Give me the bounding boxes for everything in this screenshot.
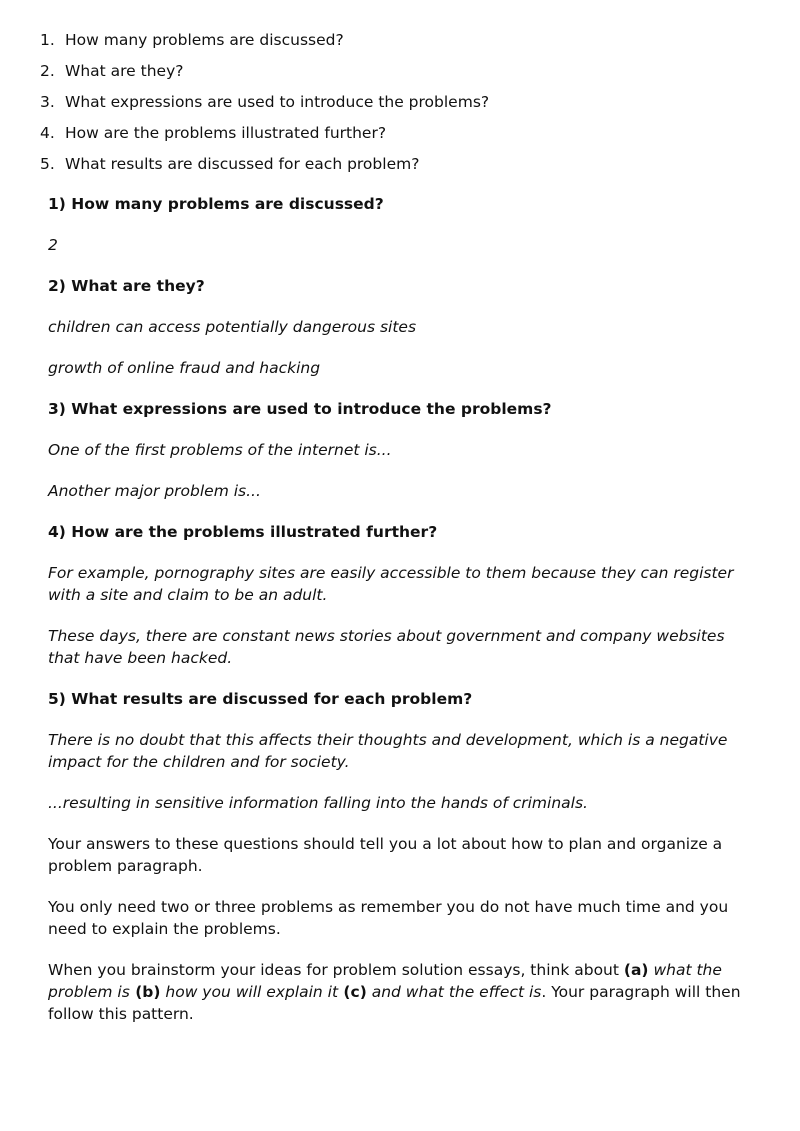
label-c: (c): [338, 983, 367, 1001]
answer-text: These days, there are constant news stories about government and company websites that have been hacked.: [48, 627, 725, 667]
answer-section: [48, 193, 758, 1025]
list-item-number: 5.: [40, 155, 55, 173]
list-item: [40, 122, 489, 153]
list-item-text: How many problems are discussed?: [65, 31, 344, 49]
answer-text: One of the first problems of the internet is...: [48, 441, 392, 459]
list-item: [40, 60, 489, 91]
label-b: (b): [129, 983, 161, 1001]
list-item-number: 1.: [40, 31, 55, 49]
list-item-text: How are the problems illustrated further?: [65, 124, 387, 142]
emphasis-text: what the problem is: [48, 961, 722, 1001]
answer-text: There is no doubt that this affects their thoughts and development, which is a negative impact for the children and for society.: [48, 731, 728, 771]
emphasis-text: how you will explain it: [160, 983, 339, 1001]
answer-text: Another major problem is...: [48, 482, 261, 500]
emphasis-text: and what the effect is: [366, 983, 542, 1001]
answer-text: For example, pornography sites are easily accessible to them because they can register with a site and claim to be an adult.: [48, 564, 734, 604]
list-item: [40, 153, 489, 184]
answer-heading-1: 1) How many problems are discussed?: [48, 195, 384, 213]
question-list: [40, 29, 489, 184]
answer-text: 2: [48, 236, 58, 254]
list-item-text: What results are discussed for each problem?: [65, 155, 420, 173]
answer-text: growth of online fraud and hacking: [48, 359, 321, 377]
list-item-number: 2.: [40, 62, 55, 80]
body-paragraph: Your answers to these questions should tell you a lot about how to plan and organize a problem paragraph.: [48, 835, 723, 875]
list-item-number: 4.: [40, 124, 55, 142]
paragraph-text: . Your paragraph will then follow this pattern.: [48, 983, 741, 1023]
list-item-text: What expressions are used to introduce the problems?: [65, 93, 490, 111]
list-item: [40, 91, 489, 122]
body-paragraph: [48, 959, 758, 1025]
list-item: [40, 29, 489, 60]
answer-heading-3: 3) What expressions are used to introduce the problems?: [48, 400, 552, 418]
list-item-text: What are they?: [65, 62, 184, 80]
paragraph-text: When you brainstorm your ideas for problem solution essays, think about: [48, 961, 624, 979]
body-paragraph: You only need two or three problems as remember you do not have much time and you need to explain the problems.: [48, 898, 729, 938]
answer-heading-5: 5) What results are discussed for each problem?: [48, 690, 473, 708]
list-item-number: 3.: [40, 93, 55, 111]
answer-heading-4: 4) How are the problems illustrated further?: [48, 523, 438, 541]
answer-heading-2: 2) What are they?: [48, 277, 205, 295]
answer-text: children can access potentially dangerous sites: [48, 318, 417, 336]
label-a: (a): [623, 961, 649, 979]
answer-text: ...resulting in sensitive information falling into the hands of criminals.: [48, 794, 588, 812]
